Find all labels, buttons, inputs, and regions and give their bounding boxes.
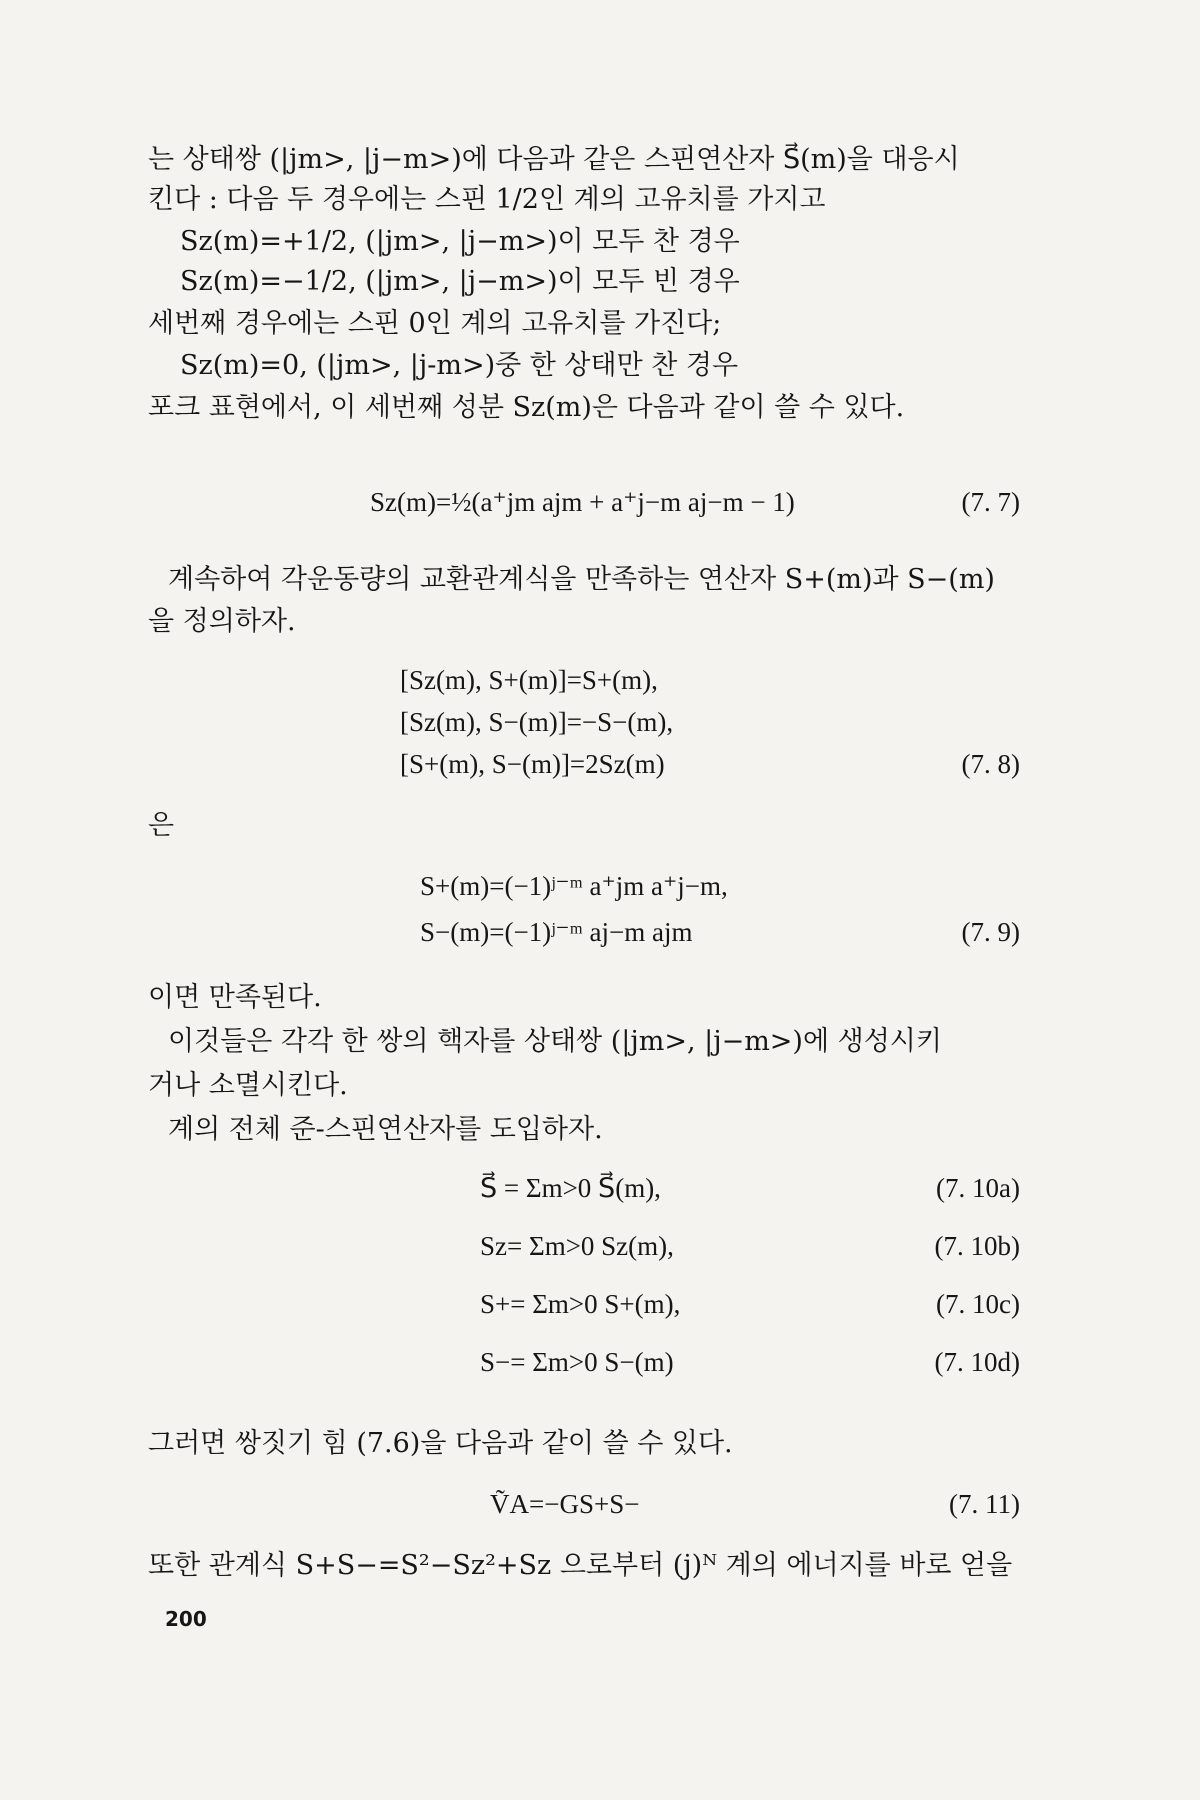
text-line-9: 을 정의하자.: [148, 606, 296, 637]
equation-number-7-10b: (7. 10b): [934, 1231, 1020, 1261]
equation-number-7-10c: (7. 10c): [936, 1289, 1020, 1319]
equation-number-7-11: (7. 11): [949, 1489, 1020, 1519]
text-line-4: Sz(m)=−1/2, (|jm>, |j−m>)이 모두 빈 경우: [180, 266, 740, 297]
equation-number-7-9: (7. 9): [961, 917, 1020, 947]
text-line-8: 계속하여 각운동량의 교환관계식을 만족하는 연산자 S+(m)과 S−(m): [168, 564, 995, 595]
text-line-11: 이면 만족된다.: [148, 982, 322, 1013]
equation-7-9b: S−(m)=(−1)ʲ⁻ᵐ aj−m ajm: [420, 917, 693, 947]
text-line-5: 세번째 경우에는 스핀 0인 계의 고유치를 가진다;: [148, 308, 722, 339]
equation-7-8a: [Sz(m), S+(m)]=S+(m),: [400, 665, 658, 695]
equation-7-10c: S+= Σm>0 S+(m),: [480, 1289, 681, 1319]
equation-number-7-7: (7. 7): [961, 487, 1020, 517]
equation-7-11: ṼA=−GS+S−: [490, 1489, 640, 1519]
equation-7-10b: Sz= Σm>0 Sz(m),: [480, 1231, 674, 1261]
text-line-1: 는 상태쌍 (|jm>, |j−m>)에 다음과 같은 스핀연산자 S⃗(m)을 대응시: [148, 144, 960, 175]
equation-7-8c: [S+(m), S−(m)]=2Sz(m): [400, 749, 665, 779]
equation-number-7-8: (7. 8): [961, 749, 1020, 779]
equation-7-8b: [Sz(m), S−(m)]=−S−(m),: [400, 707, 674, 737]
text-line-12: 이것들은 각각 한 쌍의 핵자를 상태쌍 (|jm>, |j−m>)에 생성시키: [168, 1026, 942, 1057]
text-line-15: 그러면 쌍짓기 힘 (7.6)을 다음과 같이 쓸 수 있다.: [148, 1428, 733, 1459]
equation-number-7-10d: (7. 10d): [934, 1347, 1020, 1377]
text-line-10: 은: [148, 810, 175, 841]
equation-7-7: Sz(m)=½(a⁺jm ajm + a⁺j−m aj−m − 1): [370, 487, 795, 517]
equation-7-9a: S+(m)=(−1)ʲ⁻ᵐ a⁺jm a⁺j−m,: [420, 871, 728, 901]
equation-number-7-10a: (7. 10a): [936, 1173, 1020, 1203]
text-line-6: Sz(m)=0, (|jm>, |j-m>)중 한 상태만 찬 경우: [180, 350, 739, 381]
page-number: 200: [165, 1607, 207, 1631]
text-line-13: 거나 소멸시킨다.: [148, 1070, 348, 1101]
text-line-3: Sz(m)=+1/2, (|jm>, |j−m>)이 모두 찬 경우: [180, 226, 740, 257]
text-line-16: 또한 관계식 S+S−=S²−Sz²+Sz 으로부터 (j)ᴺ 계의 에너지를 바로 얻을: [148, 1550, 1013, 1581]
text-line-2: 킨다 : 다음 두 경우에는 스핀 1/2인 계의 고유치를 가지고: [148, 184, 826, 215]
text-line-14: 계의 전체 준-스핀연산자를 도입하자.: [168, 1114, 603, 1145]
equation-7-10a: S⃗ = Σm>0 S⃗(m),: [480, 1173, 661, 1203]
text-line-7: 포크 표현에서, 이 세번째 성분 Sz(m)은 다음과 같이 쓸 수 있다.: [148, 392, 905, 423]
equation-7-10d: S−= Σm>0 S−(m): [480, 1347, 674, 1377]
